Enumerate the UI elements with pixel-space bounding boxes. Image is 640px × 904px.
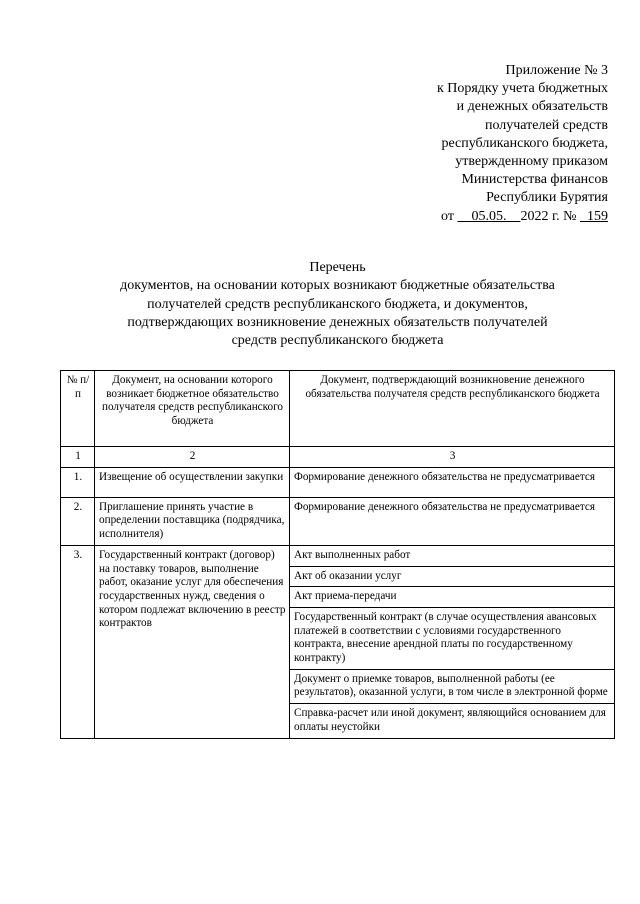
order-number: 159 xyxy=(587,208,608,224)
basis-document: Государственный контракт (договор) на поставку товаров, выполнение работ, оказание услуг для обеспечения государственных нужд, сведения о котором подлежат включению в реестр контрактов xyxy=(95,545,290,738)
table-header-row xyxy=(61,371,615,447)
basis-document: Приглашение принять участие в определении поставщика (подрядчика, исполнителя) xyxy=(95,497,290,545)
confirming-document: Акт об оказании услуг xyxy=(290,566,615,587)
title-line: средств республиканского бюджета xyxy=(231,333,444,349)
appendix-line: к Порядку учета бюджетных xyxy=(436,81,608,97)
header-confirming-document: Документ, подтверждающий возникновение денежного обязательства получателя средств республиканского бюджета xyxy=(290,371,615,447)
table-row xyxy=(61,497,615,545)
appendix-line: и денежных обязательств xyxy=(456,99,608,115)
order-date-underline xyxy=(457,209,520,224)
column-number: 1 xyxy=(61,447,95,468)
confirming-document: Государственный контракт (в случае осуществления авансовых платежей в соответствии с условиями государственного контракта, внесение арендной платы по государственному контракту) xyxy=(290,607,615,669)
row-number: 1. xyxy=(61,467,95,497)
order-date-line xyxy=(437,208,608,226)
appendix-line: утвержденному приказом xyxy=(455,154,608,170)
order-date: 05.05. xyxy=(471,208,507,224)
column-number: 2 xyxy=(95,447,290,468)
appendix-block xyxy=(437,62,608,226)
confirming-document: Формирование денежного обязательства не предусматривается xyxy=(290,497,615,545)
confirming-document: Формирование денежного обязательства не предусматривается xyxy=(290,467,615,497)
order-year: 2022 г. № xyxy=(520,208,577,224)
order-number-underline xyxy=(580,209,608,224)
date-prefix: от xyxy=(441,208,454,224)
appendix-line: республиканского бюджета, xyxy=(441,135,608,151)
table-row xyxy=(61,467,615,497)
table-row xyxy=(61,545,615,566)
document-title xyxy=(60,259,615,350)
appendix-line: Министерства финансов xyxy=(461,172,608,188)
confirming-document: Справка-расчет или иной документ, являющийся основанием для оплаты неустойки xyxy=(290,704,615,738)
appendix-line: Республики Бурятия xyxy=(486,190,608,206)
title-line: документов, на основании которых возникают бюджетные обязательства xyxy=(120,278,555,294)
confirming-document: Документ о приемке товаров, выполненной работы (ее результатов), оказанной услуги, в том числе в электронной форме xyxy=(290,669,615,703)
confirming-document: Акт приема-передачи xyxy=(290,587,615,608)
appendix-line: Приложение № 3 xyxy=(505,63,608,78)
header-number: № п/п xyxy=(61,371,95,447)
title-line: Перечень xyxy=(309,260,366,275)
confirming-document: Акт выполненных работ xyxy=(290,545,615,566)
row-number: 2. xyxy=(61,497,95,545)
appendix-line: получателей средств xyxy=(484,117,608,133)
title-line: подтверждающих возникновение денежных обязательств получателей xyxy=(127,314,548,330)
column-number: 3 xyxy=(290,447,615,468)
column-number-row xyxy=(61,447,615,468)
title-line: получателей средств республиканского бюджета, и документов, xyxy=(147,296,528,312)
header-basis-document: Документ, на основании которого возникает бюджетное обязательство получателя средств республиканского бюджета xyxy=(95,371,290,447)
row-number: 3. xyxy=(61,545,95,738)
documents-table xyxy=(60,370,615,739)
basis-document: Извещение об осуществлении закупки xyxy=(95,467,290,497)
